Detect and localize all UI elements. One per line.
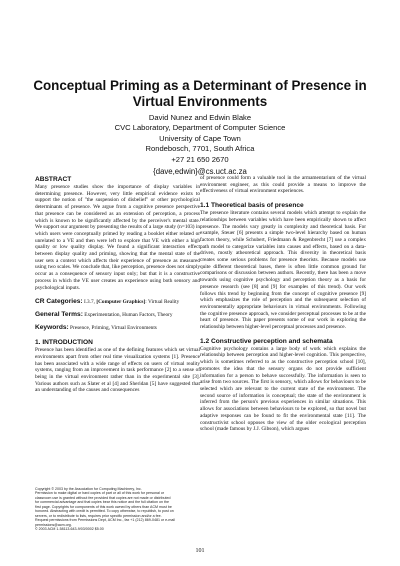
copyright-line: servers, or to redistribute to lists, requires prior specific permission and/or a fee. bbox=[35, 513, 162, 518]
copyright-line: for commercial advantage and that copies bear this notice and the full citation on the bbox=[35, 500, 170, 505]
cr-code: I.3.7, bbox=[83, 299, 96, 306]
keywords-text: Presence, Priming, Virtual Environments bbox=[70, 325, 157, 332]
phone-number: +27 21 650 2670 bbox=[171, 154, 229, 164]
cr-categories-label: CR Categories: bbox=[35, 298, 83, 306]
author-block bbox=[20, 113, 380, 177]
copyright-line: Permission to make digital or hard copies of part or all of this work for personal or bbox=[35, 491, 165, 496]
copyright-notice bbox=[35, 487, 198, 532]
abstract-text: Many presence studies show the importance of display variables in determining presence. However, very little empirical evidence exists to support the notion of "the suspension of disbelief" or other psychological determinants of presence. We argue from a cognitive presence perspective that presence can be considered as an extension of perception, a process which is known to be significantly affected by the perceiver's mental state. We support our argument by presenting the results of a large study (n=103) in which users were conceptually primed by reading a booklet either related or unrelated to a VE and then were left to explore that VE with either a high quality or low quality display. We found a significant interaction effect between display quality and priming, showing that the mental state of the user sets a context which affects their experience of presence as measured using two scales. We conclude that, like perception, presence does not simply occur as a consequence of sensory input only; but that it is a constructive process in which the VE user creates an experience using both sensory and psychological inputs. bbox=[35, 184, 200, 291]
affiliation-line: Rondebosch, 7701, South Africa bbox=[145, 144, 255, 154]
section-1-1-heading: 1.1 Theoretical basis of presence bbox=[200, 202, 304, 210]
general-terms-label: General Terms: bbox=[35, 311, 83, 319]
introduction-continued: of presence could form a valuable tool in the armamentarium of the virtual environment engineer, as this could provide a means to improve the effectiveness of virtual environment experiences. bbox=[200, 175, 366, 195]
copyright-line: Copyright © 2003 by the Association for Computing Machinery, Inc. bbox=[35, 487, 142, 491]
copyright-email[interactable]: permissions@acm.org. bbox=[35, 522, 72, 527]
keywords-label: Keywords: bbox=[35, 324, 69, 332]
abstract-heading: ABSTRACT bbox=[35, 176, 72, 183]
paper-title bbox=[20, 78, 380, 110]
cr-name: [Computer Graphics] bbox=[96, 299, 146, 306]
right-column bbox=[200, 175, 366, 433]
cr-categories bbox=[35, 298, 200, 306]
copyright-line: Request permissions from Permissions Dept, ACM Inc., fax +1 (212) 869-0481 or e-mail bbox=[35, 518, 175, 523]
introduction-heading: 1. INTRODUCTION bbox=[35, 339, 93, 347]
section-1-1-text: The presence literature contains several models which attempt to explain the relationships between variables which have been empirically shown to affect presence. The models vary greatly in complexity and theoretical basis. For example, Steuer [6] presents a simple two-level hierarchy based on human factors theory, while Schubert, Friedmann & Regenbrecht [7] use a complex path model to categorize variables into causes and effects, based on a data-driven, mostly atheoretical approach. This diversity in theoretical basis creates some serious problems for presence theorists. Because models use quite different theoretical bases, there is often little common ground for comparisons or discussion between authors. Recently, there has been a move towards using cognitive psychology and perception theory as a basis for presence research (see [8] and [9] for examples of this trend). Our work follows this trend by beginning from the concept of cognitive presence [9] which emphasizes the role of perception and the subsequent selection of environmentally appropriate behaviours in virtual environments. Following the cognitive presence approach, we consider perceptual processes to be at the heart of presence. This paper presents some of our work in exploring the relationship between higher-level perceptual processes and presence. bbox=[200, 210, 366, 331]
author-names: David Nunez and Edwin Blake bbox=[148, 113, 252, 122]
copyright-line: first page. Copyrights for components of this work owned by others than ACM must be bbox=[35, 504, 172, 509]
cr-rest: : Virtual Reality bbox=[145, 299, 180, 306]
title-line: Virtual Environments bbox=[132, 94, 268, 109]
copyright-line: classroom use is granted without fee provided that copies are not made or distributed bbox=[35, 495, 171, 500]
section-1-2-heading: 1.2 Constructive perception and schemata bbox=[200, 337, 333, 345]
keywords bbox=[35, 324, 200, 332]
left-column bbox=[35, 175, 200, 394]
section-1-2-text: Cognitive psychology contains a large body of work which explains the relationship between perception and higher-level cognition. This perspective, which is sometimes referred to as the constructive perception school [10], promotes the idea that the sensory organs do not provide sufficient information for a person to behave successfully. The information is seen to arise from two sources. The first is sensory, which allows for behaviours to be selected which are relevant to the current state of the environment. The second source of information is conceptual; the state of the environment is inferred from the person's previous experiences in similar situations. This allows for associations between behaviours to be explored, so that novel but adaptive responses can be found to fit the environmental state [11]. The constructivist school opposes the view of the older ecological perception school (made famous by J.J. Gibson), which argues bbox=[200, 345, 366, 433]
copyright-line: honored. Abstracting with credit is permitted. To copy otherwise, to republish, to post on bbox=[35, 509, 174, 514]
introduction-text: Presence has been identified as one of the defining features which set virtual environments apart from other real time visualization systems [1]. Presence has been associated with a wide range of effects on users of virtual reality systems, ranging from an improvement in task performance [2] to a sense of being in the virtual environment rather than in the experimental site [3]. Various authors such as Slater et al [4] and Sheridan [5] have suggested that an understanding of the causes and consequences bbox=[35, 347, 200, 394]
page-number: 101 bbox=[195, 548, 205, 554]
title-line: Conceptual Priming as a Determinant of Presence in bbox=[33, 78, 367, 93]
affiliation-line: University of Cape Town bbox=[159, 133, 241, 143]
author-emails: {dave,edwin}@cs.uct.ac.za bbox=[153, 167, 247, 177]
affiliation-line: CVC Laboratory, Department of Computer Science bbox=[114, 123, 286, 133]
general-terms bbox=[35, 311, 200, 319]
copyright-line: © 2003 ACM 1-58113-643-9/03/0002 $5.00 bbox=[35, 527, 104, 532]
general-terms-text: Experimentation, Human Factors, Theory bbox=[84, 312, 173, 319]
